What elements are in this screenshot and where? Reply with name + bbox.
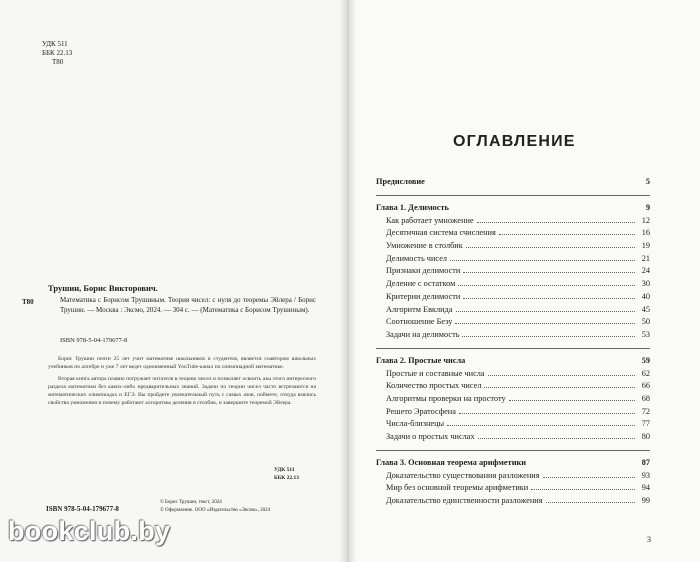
- toc-item[interactable]: [376, 301, 650, 314]
- toc-label: Алгоритмы проверки на простоту: [386, 393, 506, 403]
- copyright-text: © Борис Трушин, текст, 2024: [160, 500, 222, 505]
- toc-leader: [546, 502, 635, 503]
- toc-leader: [509, 400, 635, 401]
- toc-leader: [478, 438, 635, 439]
- toc-label: Деление с остатком: [386, 279, 456, 289]
- toc-item[interactable]: [376, 492, 650, 505]
- copyright-design: © Оформление. ООО «Издательство «Эксмо», 2024: [160, 507, 271, 513]
- udk-small-block: [274, 467, 299, 482]
- toc-leader: [543, 477, 635, 478]
- toc-item[interactable]: [376, 288, 650, 301]
- toc-item[interactable]: [376, 237, 650, 250]
- toc-leader: [477, 222, 635, 223]
- toc-label: Умножение в столбик: [386, 241, 463, 251]
- toc-leader: [450, 260, 635, 261]
- toc-item[interactable]: [376, 314, 650, 327]
- toc-label: Как работает умножение: [386, 215, 474, 225]
- annotation-paragraph: Борис Трушин почти 25 лет учит математике школьников и студентов, является соавтором школьных учебников по алгебре и уже 7 лет ведет одноименный YouTube-канал по олимпиадной математике.: [48, 356, 316, 371]
- toc-label: Критерии делимости: [386, 291, 461, 301]
- toc-page: 19: [641, 241, 650, 251]
- toc-label: Решето Эратосфена: [386, 406, 456, 416]
- toc-label: Делимость чисел: [386, 253, 448, 263]
- page-number: 3: [647, 535, 651, 544]
- toc-page: 24: [641, 266, 650, 276]
- toc-leader: [447, 425, 635, 426]
- toc-item[interactable]: [376, 263, 650, 276]
- toc-page: 87: [641, 458, 650, 467]
- bbk-code: ББК 22.13: [42, 49, 73, 57]
- toc-label: Простые и составные числа: [386, 368, 485, 378]
- toc-leader: [462, 336, 635, 337]
- toc-label: Соотношение Безу: [386, 317, 453, 327]
- table-of-contents: [376, 174, 650, 505]
- toc-item[interactable]: [376, 326, 650, 339]
- toc-page: 30: [641, 279, 650, 289]
- toc-title: ОГЛАВЛЕНИЕ: [453, 133, 576, 150]
- toc-label: Задачи на делимость: [386, 329, 460, 339]
- copyright-block: [160, 499, 270, 514]
- toc-label: Глава 2. Простые числа: [376, 355, 466, 365]
- toc-leader: [463, 272, 635, 273]
- toc-item[interactable]: [376, 225, 650, 238]
- toc-page: 80: [641, 432, 650, 441]
- toc-item[interactable]: [376, 480, 650, 493]
- toc-label: Мир без основной теоремы арифметики: [386, 483, 529, 493]
- toc-page: 9: [645, 203, 650, 212]
- toc-page: 59: [641, 355, 650, 365]
- toc-label: Количество простых чисел: [386, 381, 482, 391]
- bibliographic-entry: Математика с Борисом Трушиным. Теория чисел: с нуля до теоремы Эйлера / Борис Трушин. — Москва : Эксмо, 2024. — 304 с. — (Математика с Борисом Трушиным).: [60, 296, 316, 314]
- toc-page: 77: [641, 419, 650, 429]
- author-heading: Трушин, Борис Викторович.: [48, 283, 158, 293]
- toc-item[interactable]: [376, 390, 650, 403]
- toc-page: 50: [641, 317, 650, 327]
- udk-small: УДК 511: [274, 467, 295, 473]
- toc-page: 72: [641, 406, 650, 416]
- toc-label: Глава 3. Основная теорема арифметики: [376, 458, 527, 467]
- toc-page: 12: [641, 215, 650, 225]
- toc-page: 40: [641, 291, 650, 301]
- toc-leader: [463, 298, 635, 299]
- toc-label: Глава 1. Делимость: [376, 203, 449, 212]
- toc-chapter-1[interactable]: [376, 195, 650, 212]
- isbn-line: ISBN 978-5-04-179677-8: [60, 337, 128, 344]
- toc-page: 53: [641, 329, 650, 339]
- toc-item[interactable]: [376, 378, 650, 391]
- toc-item[interactable]: [376, 467, 650, 480]
- toc-page: 45: [641, 304, 650, 314]
- toc-label: Задачи о простых числах: [386, 432, 475, 441]
- toc-page: 21: [641, 253, 650, 263]
- toc-item[interactable]: [376, 275, 650, 288]
- toc-item[interactable]: [376, 403, 650, 416]
- toc-item[interactable]: [376, 416, 650, 429]
- toc-label: Десятичная система счисления: [386, 228, 496, 238]
- toc-leader: [466, 247, 635, 248]
- toc-preface[interactable]: [376, 174, 650, 186]
- toc-leader: [488, 375, 635, 376]
- toc-item[interactable]: [376, 212, 650, 225]
- toc-page: 93: [641, 470, 650, 480]
- toc-page: 66: [641, 381, 650, 391]
- toc-page: 68: [641, 393, 650, 403]
- toc-leader: [459, 413, 635, 414]
- toc-label: Предисловие: [376, 177, 425, 186]
- annotation-paragraph: Вторая книга автора плавно погружает читателя в теорию чисел и позволяет освоить азы этого интересного раздела математики без каких-либо предварительных знаний. Задачи по теории чисел часто встречаются на математических олимпиадах и ЕГЭ. Вы пройдете увлекательный путь с самых азов, поймете, откуда взялись свойства умножения и почему работают алгоритмы деления в столбик, и завершите теоремой Эйлера.: [48, 376, 316, 407]
- toc-leader: [499, 234, 635, 235]
- toc-leader: [531, 489, 635, 490]
- bbk-small: ББК 22.13: [274, 474, 300, 481]
- toc-chapter-3[interactable]: [376, 450, 650, 467]
- toc-label: Алгоритм Евклида: [386, 304, 453, 314]
- toc-page: 5: [645, 177, 650, 186]
- toc-page: 94: [641, 483, 650, 493]
- toc-item[interactable]: [376, 250, 650, 263]
- udk-block: [42, 40, 72, 67]
- toc-label: Числа-близнецы: [386, 419, 445, 429]
- toc-page: 62: [641, 368, 650, 378]
- toc-leader: [456, 311, 635, 312]
- toc-leader: [484, 387, 635, 388]
- toc-leader: [455, 323, 635, 324]
- toc-leader: [458, 285, 635, 286]
- toc-item[interactable]: [376, 365, 650, 378]
- author-sign: Т80: [52, 58, 64, 66]
- udk-code: УДК 511: [42, 40, 68, 48]
- watermark: bookclub.by: [8, 516, 171, 546]
- toc-chapter-2[interactable]: [376, 348, 650, 365]
- annotation: [48, 355, 316, 412]
- author-code: Т80: [22, 298, 34, 306]
- toc-page: 99: [641, 496, 650, 506]
- toc-label: Признаки делимости: [386, 266, 461, 276]
- toc-label: Доказательство существования разложения: [386, 470, 540, 480]
- toc-item[interactable]: [376, 428, 650, 441]
- toc-page: 16: [641, 228, 650, 238]
- book-gutter: [340, 0, 356, 562]
- isbn-bottom: ISBN 978-5-04-179677-8: [46, 505, 119, 513]
- toc-label: Доказательство единственности разложения: [386, 496, 543, 506]
